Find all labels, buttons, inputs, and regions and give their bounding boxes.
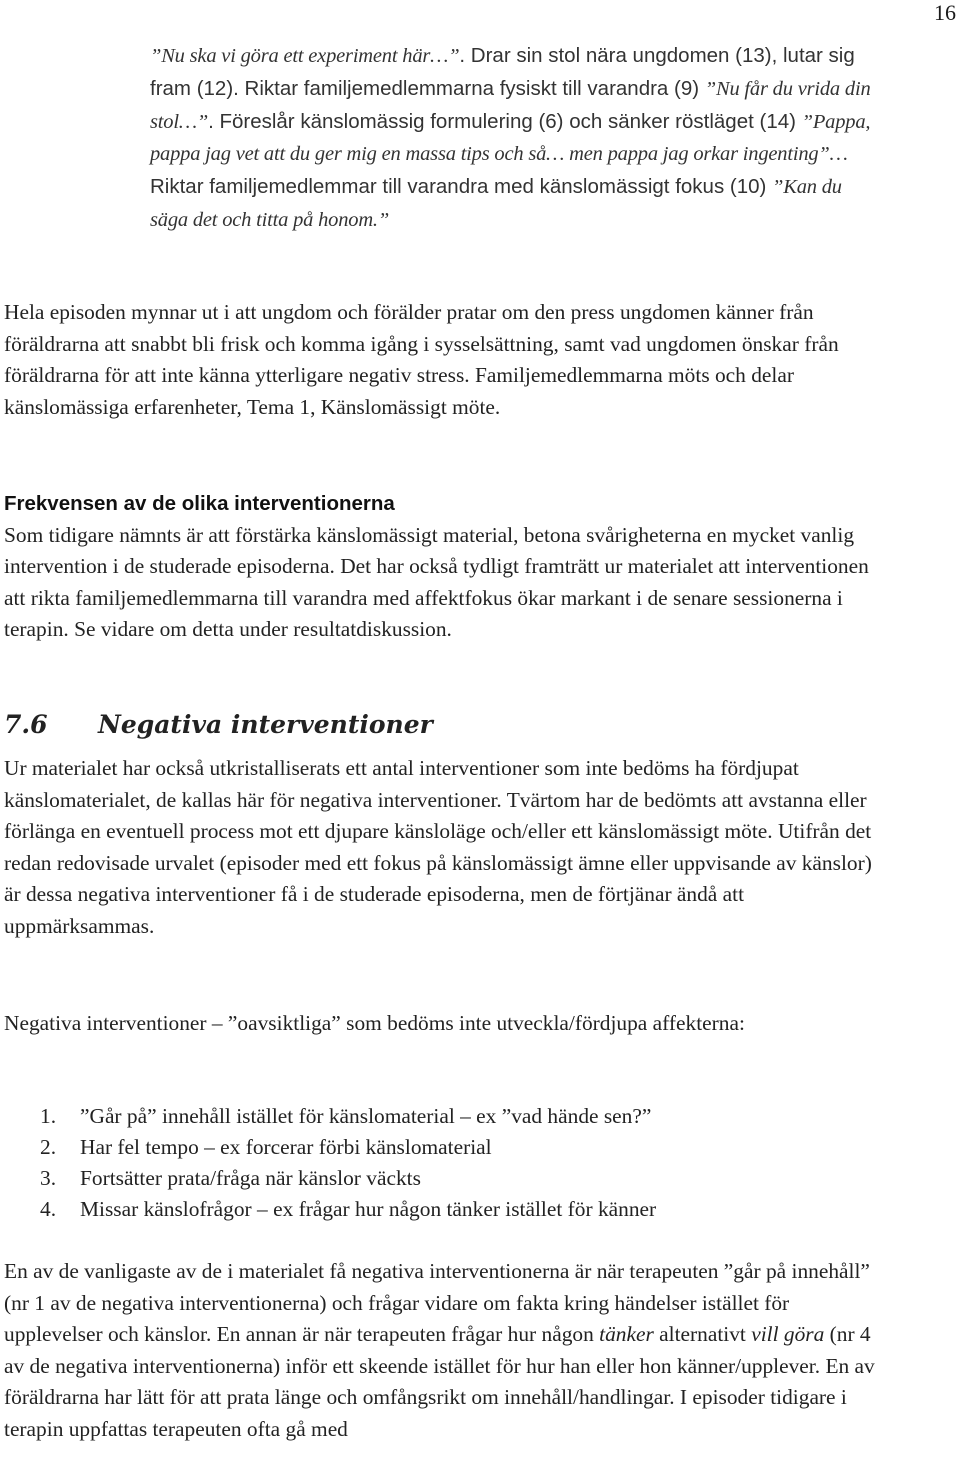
paragraph-negative-intro: Ur materialet har också utkristalliserats ett antal interventioner som inte bedöms ha fördjupat känslomaterialet, de kallas här för negativa interventioner. Tvärtom har de bedömts att avstanna eller förlänga en eventuell process mot ett djupare känsloläge och/eller ett känslomässigt möte. Utifrån det redan redovisade urvalet (episoder med ett fokus på känslomässigt ämne eller uppvisande av känslor) är dessa negativa interventioner få i de studerade episoderna, men de förtjänar ändå att uppmärksammas. (4, 756, 872, 938)
transcript-quote (150, 40, 880, 237)
list-item (4, 1194, 884, 1225)
subheading-frekvens: Frekvensen av de olika interventionerna (4, 492, 395, 515)
text-run: (nr 4 av de negativa interventionerna) inför ett skeende istället för hur han eller hon känner/upplever. En av föräldrarna har lätt för att prata länge och omfångsrikt om innehåll/handlingar. I episoder tidigare i terapin uppfattas terapeuten ofta gå med (4, 1322, 875, 1441)
list-text: Har fel tempo – ex forcerar förbi känslomaterial (80, 1135, 492, 1159)
quote-narration: Riktar familjemedlemmar till varandra med känslomässigt fokus (10) (150, 175, 773, 199)
list-text: ”Går på” innehåll istället för känslomaterial – ex ”vad hände sen?” (80, 1104, 652, 1128)
list-item (4, 1132, 884, 1163)
section-title: Negativa interventioner (98, 710, 433, 739)
quote-speech: ”Kan du säga det och titta på honom.” (150, 176, 842, 231)
quote-narration: . Föreslår känslomässig formulering (6) och sänker röstläget (14) (208, 109, 802, 133)
list-number: 1. (40, 1104, 57, 1128)
paragraph-discussion (4, 1256, 884, 1446)
list-item (4, 1101, 884, 1132)
emphasis-vill-gora: vill göra (751, 1322, 825, 1347)
negative-interventions-list (4, 1101, 884, 1225)
quote-narration: . Drar sin stol nära ungdomen (13), lutar sig fram (12). Riktar familjemedlemmarna fysiskt till varandra (9) (150, 44, 855, 100)
list-text: Missar känslofrågor – ex frågar hur någon tänker istället för känner (80, 1197, 657, 1221)
list-item (4, 1163, 884, 1194)
quote-speech: ”Pappa, pappa jag vet att du ger mig en massa tips och så… men pappa jag orkar ingenting”… (150, 110, 871, 166)
emphasis-tanker: tänker (599, 1322, 654, 1347)
text-run: En av de vanligaste av de i materialet få negativa interventionerna är när terapeuten ”går på innehåll” (nr 1 av de negativa interventionerna) och frågar vidare om fakta kring händelser istället för upplevelser och känslor. En annan är när terapeuten frågar hur någon (4, 1259, 870, 1347)
quote-speech: ”Nu får du vrida din stol…” (150, 77, 871, 133)
list-number: 4. (40, 1197, 57, 1221)
list-number: 2. (40, 1135, 57, 1159)
page-number: 16 (934, 0, 956, 25)
paragraph-list-intro: Negativa interventioner – ”oavsiktliga” som bedöms inte utveckla/fördjupa affekterna: (4, 1011, 745, 1035)
frekvens-section (4, 488, 884, 646)
list-text: Fortsätter prata/fråga när känslor väckts (80, 1166, 421, 1190)
paragraph-frekvens: Som tidigare nämnts är att förstärka känslomässigt material, betona svårigheterna en mycket vanlig intervention i de studerade episoderna. Det har också tydligt framträtt ur materialet att interventionen att rikta familjemedlemmarna till varandra med affektfokus ökar markant i de senare sessionerna i terapin. Se vidare om detta under resultatdiskussion. (4, 522, 869, 642)
list-number: 3. (40, 1166, 57, 1190)
section-heading (4, 707, 884, 743)
quote-speech: ”Nu ska vi göra ett experiment här…” (150, 45, 460, 67)
section-number: 7.6 (4, 710, 48, 739)
paragraph-episode-summary: Hela episoden mynnar ut i att ungdom och förälder pratar om den press ungdomen känner från föräldrarna att snabbt bli frisk och komma igång i sysselsättning, samt vad ungdomen önskar från föräldrarna för att inte känna ytterligare negativ stress. Familjemedlemmarna möts och delar känslomässiga erfarenheter, Tema 1, Känslomässigt möte. (4, 300, 839, 419)
text-run: alternativt (653, 1322, 752, 1347)
